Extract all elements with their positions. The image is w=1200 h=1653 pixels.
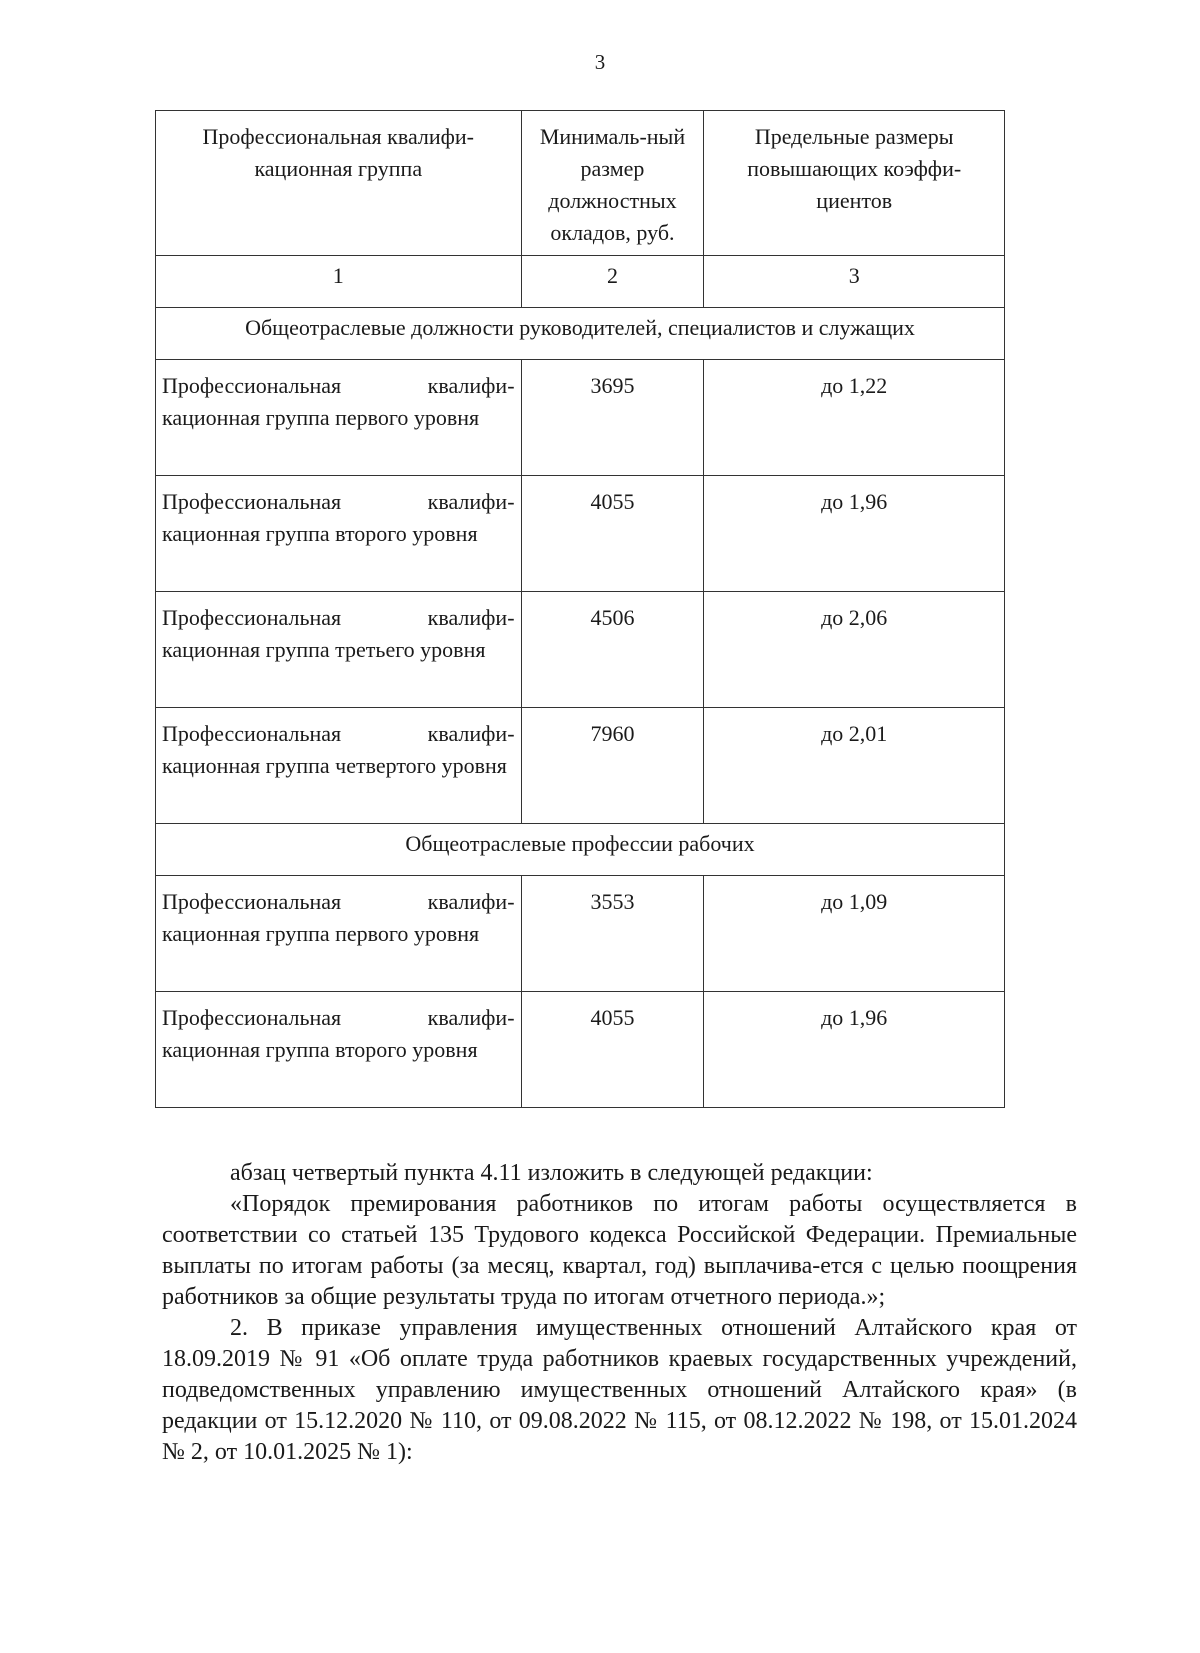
paragraph-intro: абзац четвертый пункта 4.11 изложить в следующей редакции: <box>230 1160 873 1186</box>
group-cell: Профессиональная квалифи-кационная группа второго уровня <box>156 476 522 592</box>
amendment-text <box>162 1158 1077 1468</box>
column-number: 2 <box>521 256 704 308</box>
table-row <box>156 708 1005 824</box>
column-number: 3 <box>704 256 1005 308</box>
table-row <box>156 876 1005 992</box>
header-salary: Минималь-ный размер должностных окладов, руб. <box>521 111 704 256</box>
table-row <box>156 592 1005 708</box>
salary-cell: 4506 <box>521 592 704 708</box>
group-cell: Профессиональная квалифи-кационная группа первого уровня <box>156 876 522 992</box>
column-number-row <box>156 256 1005 308</box>
coefficient-cell: до 1,09 <box>704 876 1005 992</box>
wage-table <box>155 110 1005 1108</box>
coefficient-cell: до 1,96 <box>704 476 1005 592</box>
section-row <box>156 824 1005 876</box>
coefficient-cell: до 1,96 <box>704 992 1005 1108</box>
section-title: Общеотраслевые должности руководителей, специалистов и служащих <box>156 308 1005 360</box>
group-cell: Профессиональная квалифи-кационная группа четвертого уровня <box>156 708 522 824</box>
coefficient-cell: до 2,06 <box>704 592 1005 708</box>
table-row <box>156 476 1005 592</box>
header-group: Профессиональная квалифи-кационная группа <box>156 111 522 256</box>
coefficient-cell: до 2,01 <box>704 708 1005 824</box>
salary-cell: 3553 <box>521 876 704 992</box>
group-cell: Профессиональная квалифи-кационная группа третьего уровня <box>156 592 522 708</box>
group-cell: Профессиональная квалифи-кационная группа второго уровня <box>156 992 522 1108</box>
salary-cell: 4055 <box>521 992 704 1108</box>
column-number: 1 <box>156 256 522 308</box>
salary-cell: 3695 <box>521 360 704 476</box>
paragraph-item-2: 2. В приказе управления имущественных отношений Алтайского края от 18.09.2019 № 91 «Об оплате труда работников краевых государственных учреждений, подведомственных управлению имущественных отношений Алтайского края» (в редакции от 15.12.2020 № 110, от 09.08.2022 № 115, от 08.12.2022 № 198, от 15.01.2024 № 2, от 10.01.2025 № 1): <box>162 1315 1077 1465</box>
section-row <box>156 308 1005 360</box>
group-cell: Профессиональная квалифи-кационная группа первого уровня <box>156 360 522 476</box>
header-row <box>156 111 1005 256</box>
section-title: Общеотраслевые профессии рабочих <box>156 824 1005 876</box>
paragraph-quote: «Порядок премирования работников по итогам работы осуществляется в соответствии со статьей 135 Трудового кодекса Российской Федерации. Премиальные выплаты по итогам работы (за месяц, квартал, год) выплачива-ется с целью поощрения работников за общие результаты труда по итогам отчетного периода.»; <box>162 1191 1077 1310</box>
salary-cell: 4055 <box>521 476 704 592</box>
header-coefficient: Предельные размеры повышающих коэффи-циентов <box>704 111 1005 256</box>
table-row <box>156 360 1005 476</box>
table-row <box>156 992 1005 1108</box>
page-number: 3 <box>594 50 606 74</box>
salary-cell: 7960 <box>521 708 704 824</box>
coefficient-cell: до 1,22 <box>704 360 1005 476</box>
